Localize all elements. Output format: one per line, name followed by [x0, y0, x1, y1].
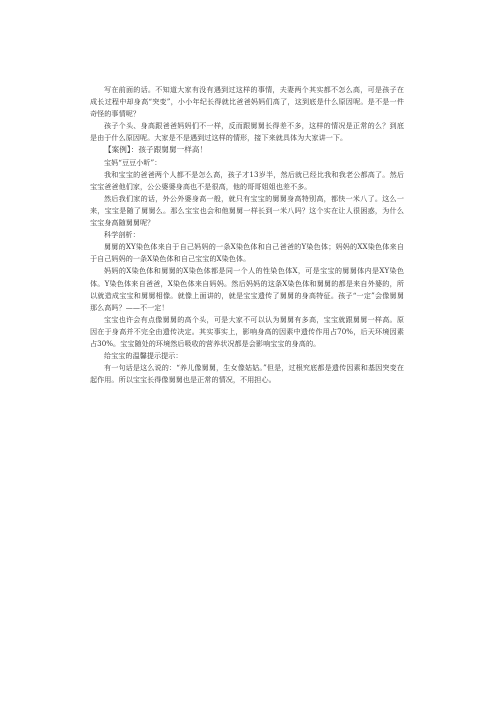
question-paragraph: 孩子个头、身高跟爸爸妈妈们不一样，反而跟舅舅长得差不多，这样的情况是正常的么？到底是由于什么原因呢。大家是不是遇到过这样的情形，接下来就具体为大家讲一下。	[90, 121, 404, 143]
analysis-paragraph-2: 妈妈的X染色体和舅舅的X染色体都是同一个人的性染色体X，可是宝宝的舅舅体内是XY染色体。Y染色体来自爸爸，X染色体来自妈妈。然后妈妈的这条X染色体和舅舅的都是来自外婆的，所以就造成宝宝和舅舅相像。就像上面讲的，就是宝宝遗传了舅舅的身高特征。孩子“一定”会像舅舅那么高吗？——不一定！	[90, 266, 404, 312]
case-paragraph-1: 我和宝宝的爸爸两个人都不是怎么高，孩子才13岁半，然后就已经比我和我老公都高了。然后宝宝爸爸他们家，公公婆婆身高也不是很高，他的哥哥姐姐也差不多。	[90, 169, 404, 191]
analysis-heading: 科学剖析：	[104, 230, 140, 240]
analysis-paragraph-3: 宝宝也许会有点像舅舅的高个头，可是大家不可以认为舅舅有多高，宝宝就跟舅舅一样高。原因在于身高并不完全由遗传决定。其实事实上，影响身高的因素中遗传作用占70%，后天环境因素占30%。宝宝随处的环境然后吸收的营养状况都是会影响宝宝的身高的。	[90, 314, 404, 348]
analysis-paragraph-1: 舅舅的XY染色体来自于自己妈妈的一条X染色体和自己爸爸的Y染色体；妈妈的XX染色体来自于自己妈妈的一条X染色体和自己宝宝的X染色体。	[90, 242, 404, 264]
intro-paragraph: 写在前面的话。不知道大家有没有遇到过这样的事情，夫妻两个其实都不怎么高，可是孩子在成长过程中却身高“突变”，小小年纪长得就比爸爸妈妈们高了，这到底是什么原因呢。是不是一件奇怪的事情呢？	[90, 85, 404, 119]
tips-heading: 给宝宝的温馨提示提示：	[104, 351, 183, 361]
case-paragraph-2: 然后我们家的话，外公外婆身高一般，就只有宝宝的舅舅身高特别高，都快一米八了。这么一来，宝宝是随了舅舅么。那么宝宝也会和他舅舅一样长到一米八吗？这个实在让人很困惑，为什么宝宝身高随舅舅呢？	[90, 193, 404, 228]
tips-paragraph: 有一句话是这么说的：“养儿像舅舅，生女像姑姑。”但是，过根究底都是遗传因素和基因突变在起作用。所以宝宝长得像舅舅也是正常的情况，不用担心。	[90, 363, 404, 385]
article-body	[90, 84, 404, 386]
case-heading: 【案例】：孩子跟舅舅一样高！	[104, 145, 208, 155]
mom-name-line: 宝妈“豆豆小昕”：	[104, 157, 162, 167]
